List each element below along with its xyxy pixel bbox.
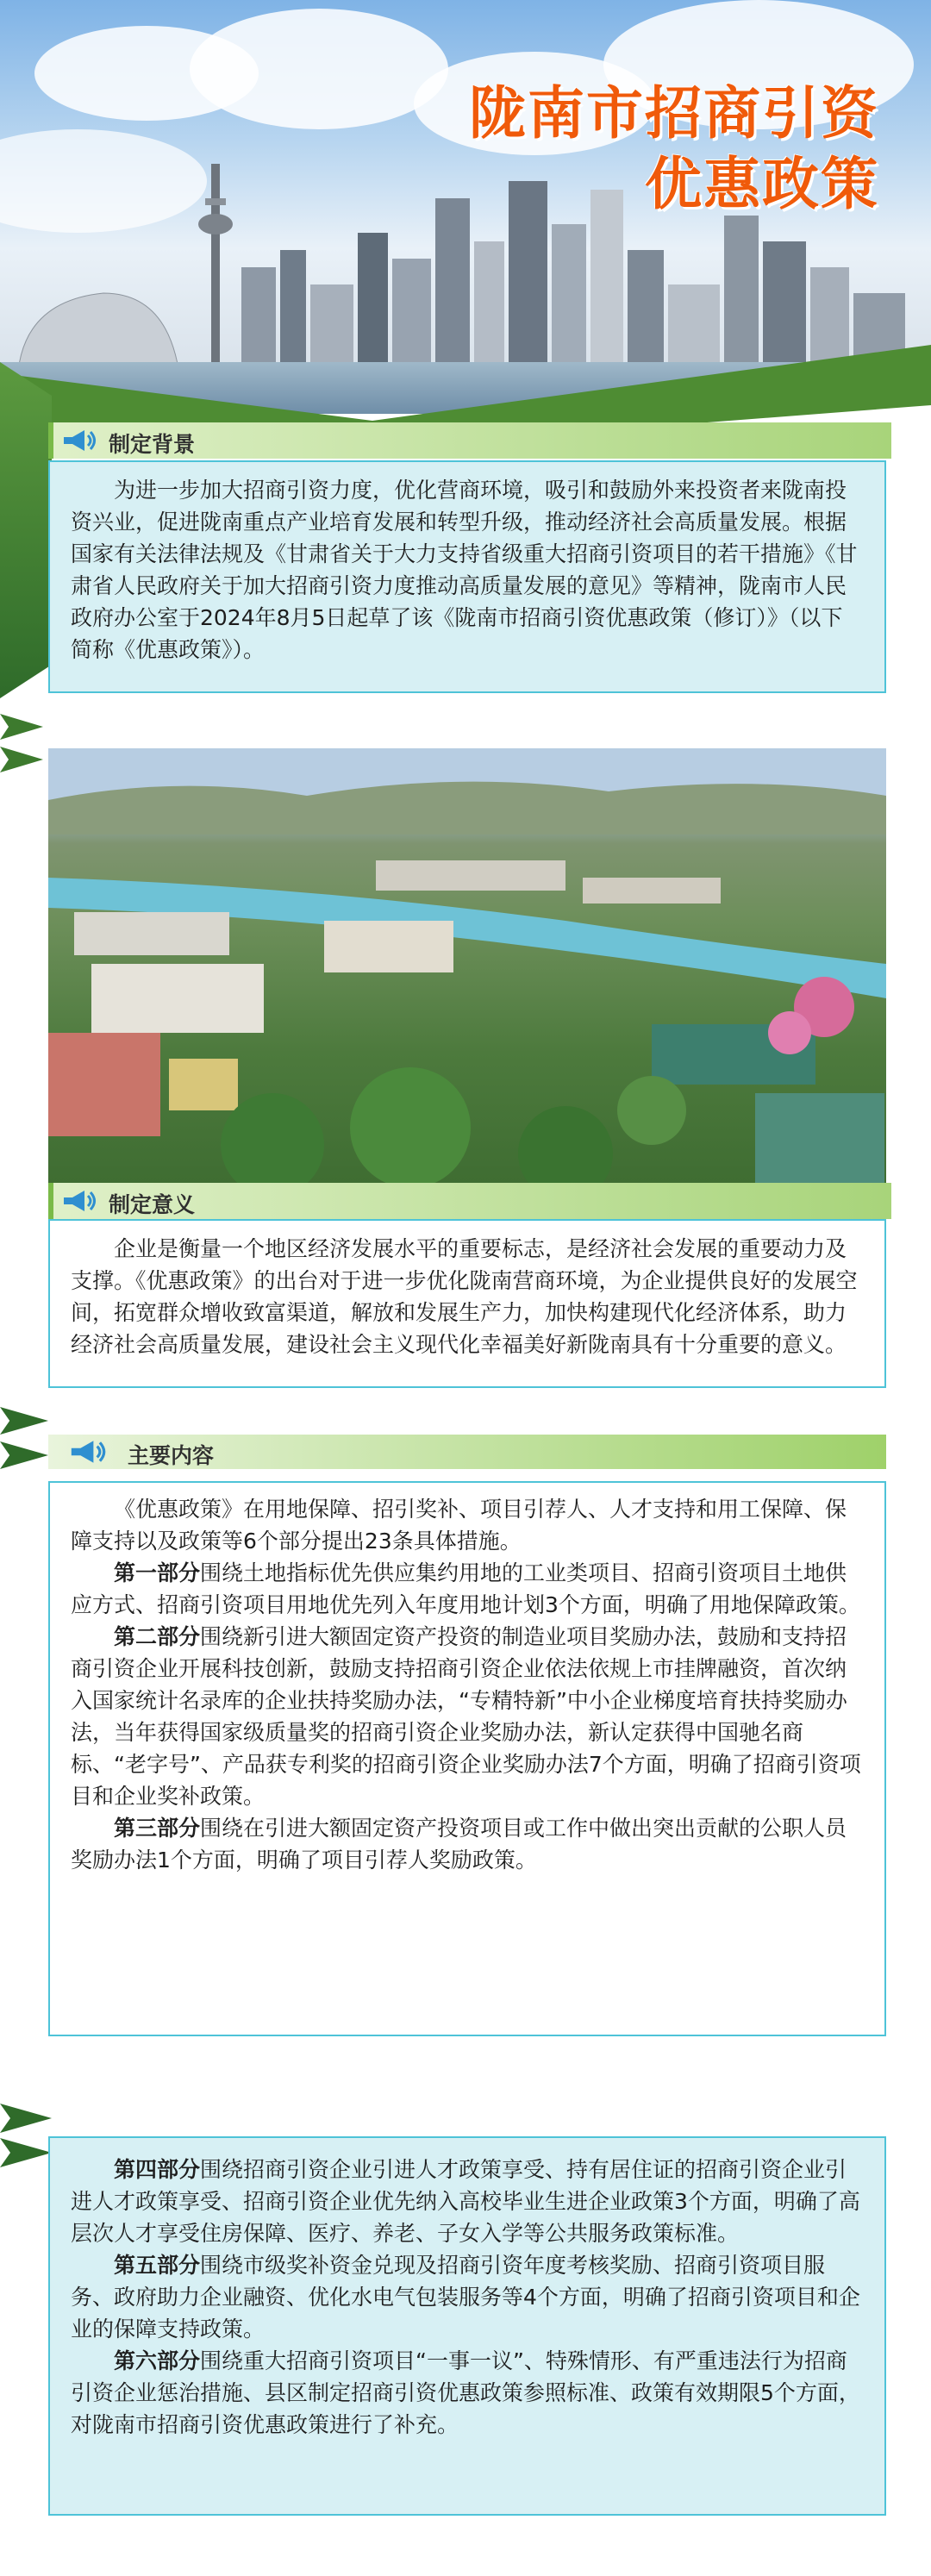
chevron-right-icon — [0, 747, 43, 772]
content-part-1 — [71, 1557, 864, 1621]
part-5-text: 围绕市级奖补资金兑现及招商引资年度考核奖励、招商引资项目服务、政府助力企业融资、优化水电气包装服务等4个方面，明确了招商引资项目和企业的保障支持政策。 — [71, 2253, 860, 2342]
content-continued-text-box — [48, 2136, 886, 2516]
chevron-right-icon — [0, 714, 43, 740]
background-paragraph: 为进一步加大招商引资力度，优化营商环境，吸引和鼓励外来投资者来陇南投资兴业，促进陇南重点产业培育发展和转型升级，推动经济社会高质量发展。根据国家有关法律法规及《甘肃省关于大力支持省级重大招商引资项目的若干措施》《甘肃省人民政府关于加大招商引资力度推动高质量发展的意见》等精神，陇南市人民政府办公室于2024年8月5日起草了该《陇南市招商引资优惠政策（修订）》（以下简称《优惠政策》）。 — [71, 478, 858, 662]
significance-text-box — [48, 1219, 886, 1388]
content-part-4 — [71, 2154, 864, 2249]
part-4-text: 围绕招商引资企业引进人才政策享受、持有居住证的招商引资企业引进人才政策享受、招商引资企业优先纳入高校毕业生进企业政策3个方面，明确了高层次人才享受住房保障、医疗、养老、子女入学等公共服务政策标准。 — [71, 2157, 860, 2246]
megaphone-icon — [60, 428, 98, 453]
title-line-1: 陇南市招商引资 — [469, 79, 879, 147]
background-text-box — [48, 460, 886, 693]
hero-banner — [0, 0, 931, 414]
section-header-significance — [48, 1183, 891, 1219]
part-6-label: 第六部分 — [114, 2348, 201, 2373]
part-2-label: 第二部分 — [114, 1624, 201, 1649]
content-part-6 — [71, 2345, 864, 2441]
left-green-strip — [0, 362, 52, 698]
content-text-box — [48, 1481, 886, 2036]
town-aerial-illustration — [48, 748, 886, 1183]
section-heading-content: 主要内容 — [128, 1443, 215, 1468]
town-aerial-photo — [48, 748, 886, 1183]
part-2-text: 围绕新引进大额固定资产投资的制造业项目奖励办法，鼓励和支持招商引资企业开展科技创新，鼓励支持招商引资企业依法依规上市挂牌融资，首次纳入国家统计名录库的企业扶持奖励办法，“专精特新”中小企业梯度培育扶持奖励办法，当年获得国家级质量奖的招商引资企业奖励办法，新认定获得中国驰名商标、“老字号”、产品获专利奖的招商引资企业奖励办法7个方面，明确了招商引资项目和企业奖补政策。 — [71, 1624, 861, 1809]
significance-paragraph: 企业是衡量一个地区经济发展水平的重要标志，是经济社会发展的重要动力及支撑。《优惠政策》的出台对于进一步优化陇南营商环境，为企业提供良好的发展空间，拓宽群众增收致富渠道，解放和发展生产力，加快构建现代化经济体系，助力经济社会高质量发展，建设社会主义现代化幸福美好新陇南具有十分重要的意义。 — [71, 1236, 858, 1357]
section-heading-significance: 制定意义 — [109, 1192, 196, 1217]
megaphone-icon — [60, 1188, 98, 1214]
content-part-2 — [71, 1621, 864, 1812]
content-part-3 — [71, 1812, 864, 1876]
megaphone-icon — [67, 1438, 109, 1466]
section-heading-background: 制定背景 — [109, 432, 196, 457]
chevron-right-icon — [0, 2104, 52, 2133]
section-header-content — [48, 1435, 886, 1469]
section-header-background — [48, 422, 891, 459]
part-3-text: 围绕在引进大额固定资产投资项目或工作中做出突出贡献的公职人员奖励办法1个方面，明确了项目引荐人奖励政策。 — [71, 1816, 847, 1873]
part-4-label: 第四部分 — [114, 2157, 201, 2182]
chevron-right-icon — [0, 1441, 48, 1469]
chevron-right-icon — [0, 1407, 48, 1435]
part-1-label: 第一部分 — [114, 1560, 201, 1585]
part-6-text: 围绕重大招商引资项目“一事一议”、特殊情形、有严重违法行为招商引资企业惩治措施、县区制定招商引资优惠政策参照标准、政策有效期限5个方面，对陇南市招商引资优惠政策进行了补充。 — [71, 2348, 860, 2437]
part-3-label: 第三部分 — [114, 1816, 201, 1841]
content-intro: 《优惠政策》在用地保障、招引奖补、项目引荐人、人才支持和用工保障、保障支持以及政策等6个部分提出23条具体措施。 — [71, 1497, 847, 1554]
title-line-2: 优惠政策 — [645, 150, 879, 217]
part-1-text: 围绕土地指标优先供应集约用地的工业类项目、招商引资项目土地供应方式、招商引资项目用地优先列入年度用地计划3个方面，明确了用地保障政策。 — [71, 1560, 860, 1617]
chevron-right-icon — [0, 2138, 52, 2167]
part-5-label: 第五部分 — [114, 2253, 201, 2278]
page-title — [469, 78, 879, 219]
content-part-5 — [71, 2249, 864, 2345]
